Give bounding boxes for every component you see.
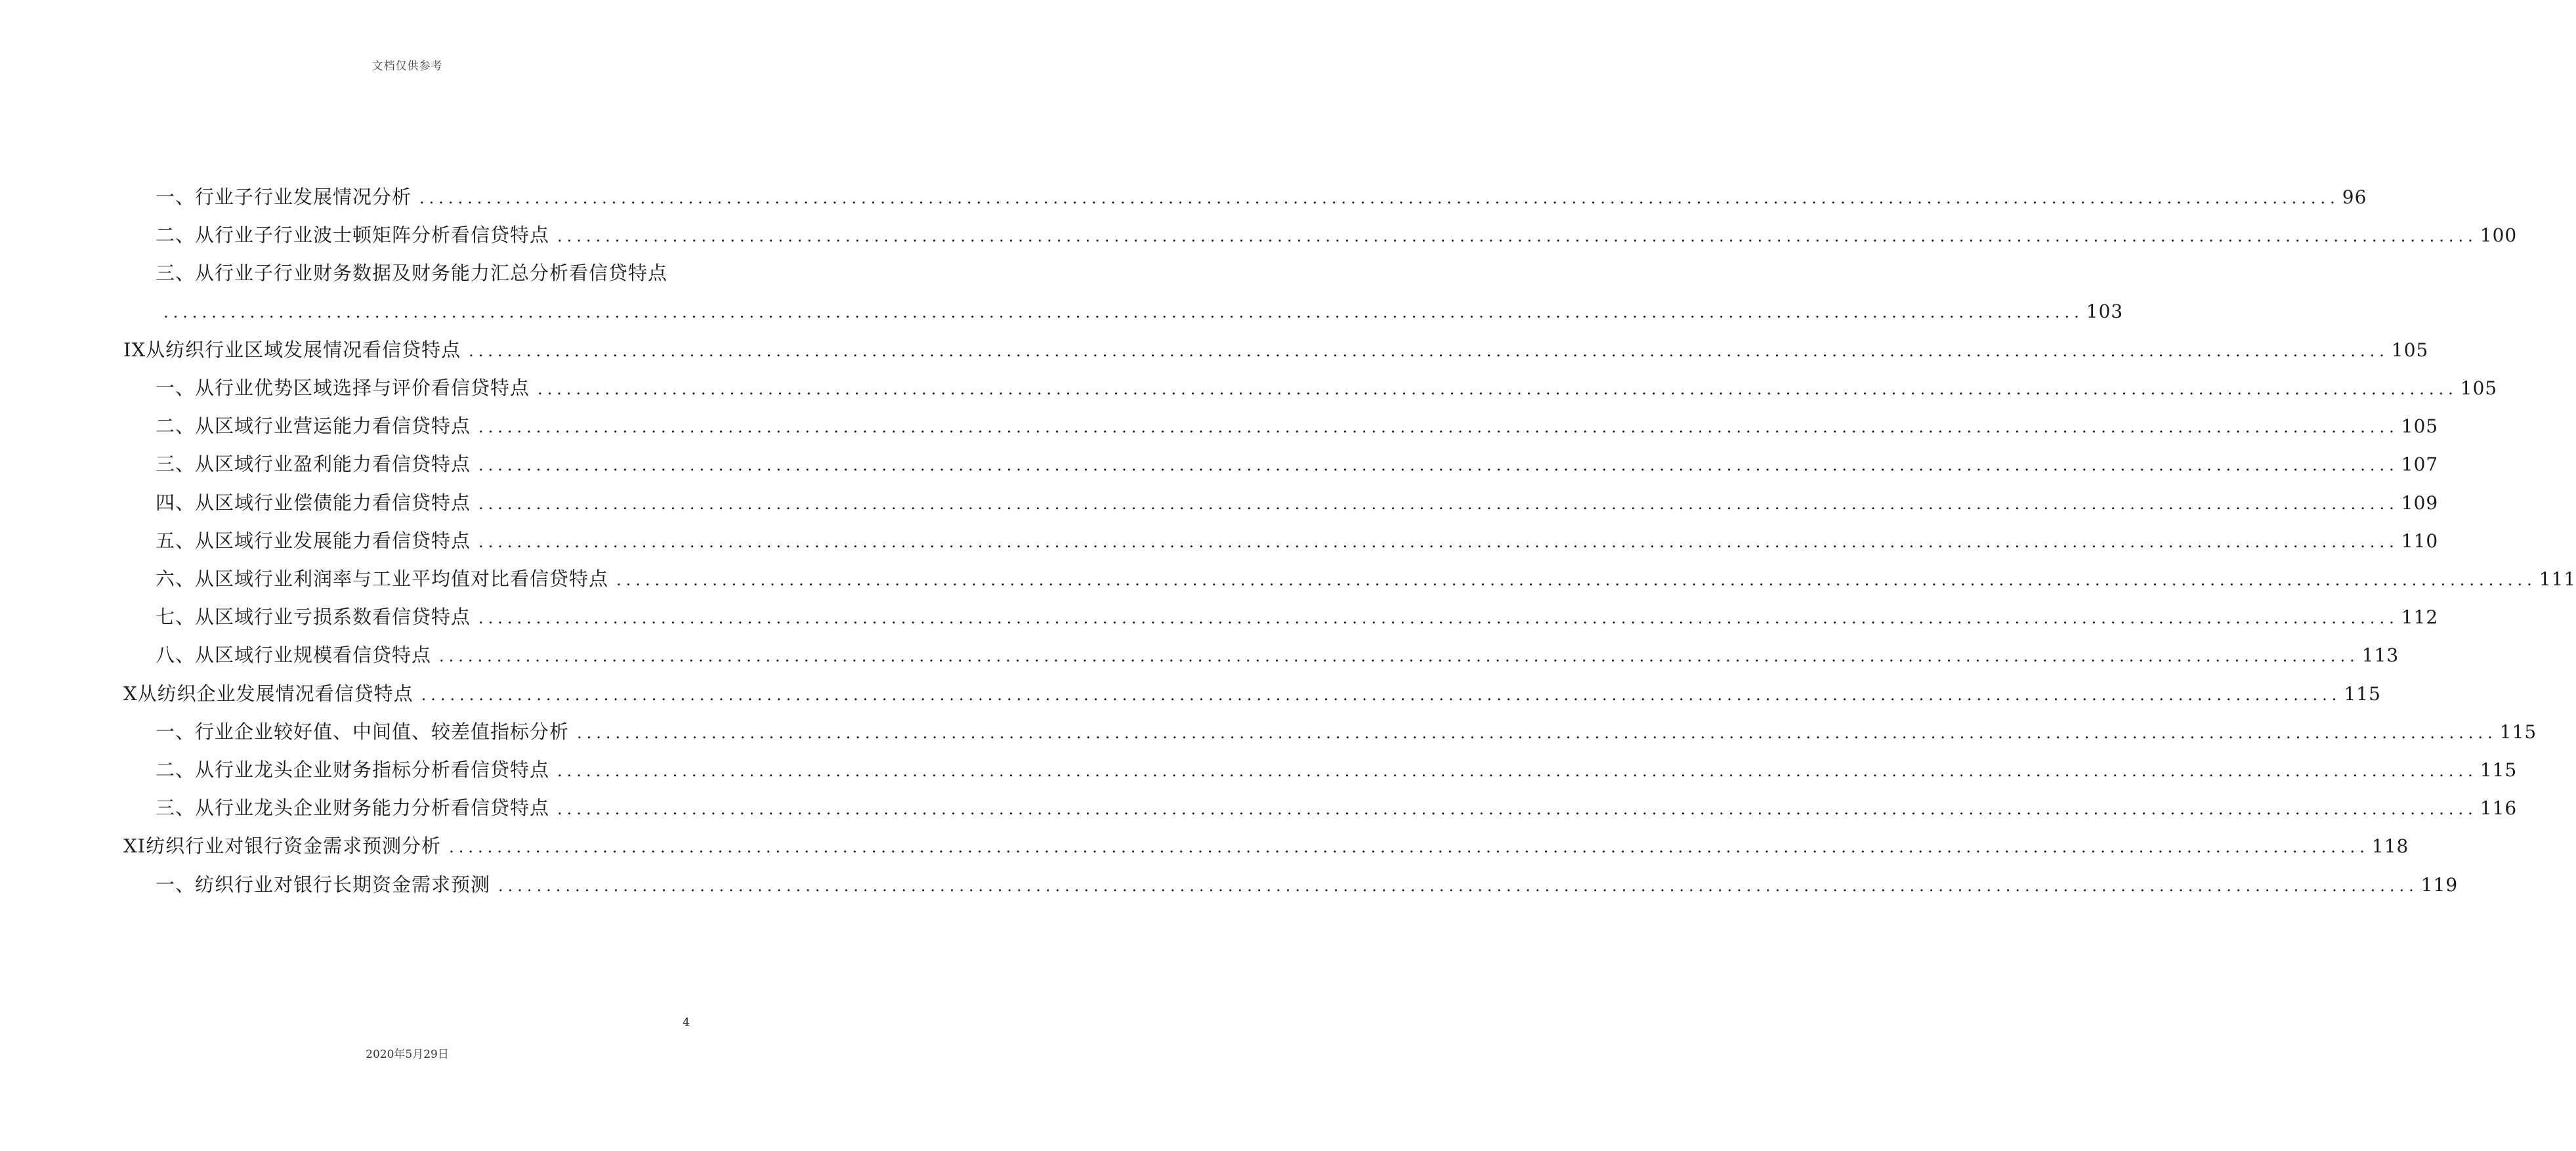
toc-entry-title: 四、从区域行业偿债能力看信贷特点 xyxy=(156,492,471,514)
toc-entry[interactable] xyxy=(0,829,2409,862)
toc-leader-dots: ........................................................................................................................................................................................................ xyxy=(478,495,2399,513)
toc-entry-page: 100 xyxy=(2480,224,2518,246)
toc-entry-title: XI纺织行业对银行资金需求预测分析 xyxy=(123,835,442,857)
toc-entry-page: 113 xyxy=(2361,644,2399,666)
toc-row xyxy=(123,829,2409,862)
toc-row xyxy=(156,409,2439,442)
toc-leader-dots: ........................................................................................................................................................................................................ xyxy=(478,456,2399,474)
toc-entry-title: 二、从行业子行业波士顿矩阵分析看信贷特点 xyxy=(156,224,550,246)
toc-row xyxy=(156,180,2367,213)
toc-row xyxy=(156,219,2518,251)
toc-entry[interactable] xyxy=(0,715,2537,748)
toc-entry-page: 96 xyxy=(2342,186,2367,208)
toc-row xyxy=(156,638,2399,671)
toc-leader-dots: ........................................................................................................................................................................................................ xyxy=(478,418,2399,436)
toc-entry-page: 112 xyxy=(2401,606,2439,628)
toc-entry-page: 107 xyxy=(2401,453,2439,475)
toc-entry[interactable] xyxy=(0,219,2518,251)
toc-entry-page: 111 xyxy=(2539,568,2576,590)
toc-row xyxy=(123,333,2429,366)
toc-row xyxy=(156,257,693,289)
toc-entry[interactable] xyxy=(0,486,2439,519)
toc-entry[interactable] xyxy=(0,562,2576,595)
toc-row xyxy=(156,295,2124,328)
toc-row xyxy=(156,371,2498,404)
toc-entry-page: 105 xyxy=(2460,377,2498,399)
toc-entry-title: 五、从区域行业发展能力看信贷特点 xyxy=(156,530,471,552)
page-number: 4 xyxy=(683,1016,690,1029)
toc-leader-dots: ........................................................................................................................................................................................................ xyxy=(557,227,2478,245)
toc-entry[interactable] xyxy=(0,333,2429,366)
toc-entry-page: 109 xyxy=(2401,492,2439,514)
toc-leader-dots: ........................................................................................................................................................................................................ xyxy=(449,838,2369,856)
toc-entry[interactable] xyxy=(0,180,2367,213)
toc-leader-dots: ........................................................................................................................................................................................................ xyxy=(538,380,2458,398)
toc-entry[interactable] xyxy=(0,448,2439,480)
toc-leader-dots: ........................................................................................................................................................................................................ xyxy=(419,189,2340,207)
toc-leader-dots: ........................................................................................................................................................................................................ xyxy=(163,303,2084,322)
toc-leader-dots: ........................................................................................................................................................................................................ xyxy=(439,647,2359,665)
toc-entry-title: 二、从区域行业营运能力看信贷特点 xyxy=(156,415,471,437)
toc-leader-dots: ........................................................................................................................................................................................................ xyxy=(478,533,2399,551)
toc-row xyxy=(156,562,2576,595)
toc-row xyxy=(156,600,2439,633)
toc-entry[interactable] xyxy=(0,409,2439,442)
toc-entry-title: 一、行业企业较好值、中间值、较差值指标分析 xyxy=(156,721,570,743)
toc-entry-page: 116 xyxy=(2480,797,2518,819)
header-note: 文档仅供参考 xyxy=(371,60,443,73)
toc-row xyxy=(156,715,2537,748)
toc-entry-page: 110 xyxy=(2401,530,2439,552)
toc-entry-title: 一、行业子行业发展情况分析 xyxy=(156,186,412,208)
toc-entry-title: 一、从行业优势区域选择与评价看信贷特点 xyxy=(156,377,530,399)
toc-leader-dots: ........................................................................................................................................................................................................ xyxy=(557,800,2478,818)
footer-date: 2020年5月29日 xyxy=(366,1048,449,1061)
toc-entry[interactable] xyxy=(0,524,2439,557)
toc-entry[interactable] xyxy=(0,791,2518,824)
toc-entry-title: 三、从行业子行业财务数据及财务能力汇总分析看信贷特点 xyxy=(156,262,668,284)
toc-entry-page: 105 xyxy=(2391,339,2429,361)
toc-entry[interactable] xyxy=(0,677,2381,710)
toc-entry-title: 七、从区域行业亏损系数看信贷特点 xyxy=(156,606,471,628)
toc-entry[interactable] xyxy=(0,638,2399,671)
toc-leader-dots: ........................................................................................................................................................................................................ xyxy=(498,877,2418,895)
toc-row xyxy=(156,486,2439,519)
toc-leader-dots: ........................................................................................................................................................................................................ xyxy=(478,609,2399,627)
toc-entry[interactable] xyxy=(0,257,814,289)
toc-leader-dots: ........................................................................................................................................................................................................ xyxy=(577,724,2497,742)
toc-entry-title: 八、从区域行业规模看信贷特点 xyxy=(156,644,432,666)
toc-row xyxy=(156,791,2518,824)
toc-entry[interactable] xyxy=(0,295,2124,328)
toc-leader-dots: ........................................................................................................................................................................................................ xyxy=(616,571,2537,589)
toc-entry[interactable] xyxy=(0,371,2498,404)
toc-row xyxy=(156,753,2518,786)
toc-leader-dots: ........................................................................................................................................................................................................ xyxy=(421,686,2342,704)
toc-entry-title: X从纺织企业发展情况看信贷特点 xyxy=(123,682,413,705)
toc-leader-dots: ........................................................................................................................................................................................................ xyxy=(557,762,2478,780)
toc-row xyxy=(123,677,2381,710)
toc-entry[interactable] xyxy=(0,868,2459,901)
toc-row xyxy=(156,868,2459,901)
toc-leader-dots: ........................................................................................................................................................................................................ xyxy=(469,342,2389,360)
toc-row xyxy=(156,524,2439,557)
toc-entry-title: IX从纺织行业区域发展情况看信贷特点 xyxy=(123,339,461,361)
toc-entry-page: 115 xyxy=(2499,721,2537,743)
toc-entry-page: 115 xyxy=(2344,683,2381,705)
toc-entry-title: 三、从行业龙头企业财务能力分析看信贷特点 xyxy=(156,797,550,819)
toc-entry-title: 一、纺织行业对银行长期资金需求预测 xyxy=(156,873,491,896)
toc-entry[interactable] xyxy=(0,753,2518,786)
toc-entry-page: 103 xyxy=(2086,301,2124,322)
toc-entry-title: 三、从区域行业盈利能力看信贷特点 xyxy=(156,453,471,475)
toc-entry-page: 118 xyxy=(2371,835,2409,857)
toc-entry-title: 二、从行业龙头企业财务指标分析看信贷特点 xyxy=(156,759,550,781)
toc-row xyxy=(156,448,2439,480)
toc-entry[interactable] xyxy=(0,600,2439,633)
toc-entry-page: 105 xyxy=(2401,415,2439,437)
toc-entry-page: 119 xyxy=(2420,874,2459,896)
toc-entry-page: 115 xyxy=(2480,759,2518,781)
toc-entry-title: 六、从区域行业利润率与工业平均值对比看信贷特点 xyxy=(156,568,609,590)
